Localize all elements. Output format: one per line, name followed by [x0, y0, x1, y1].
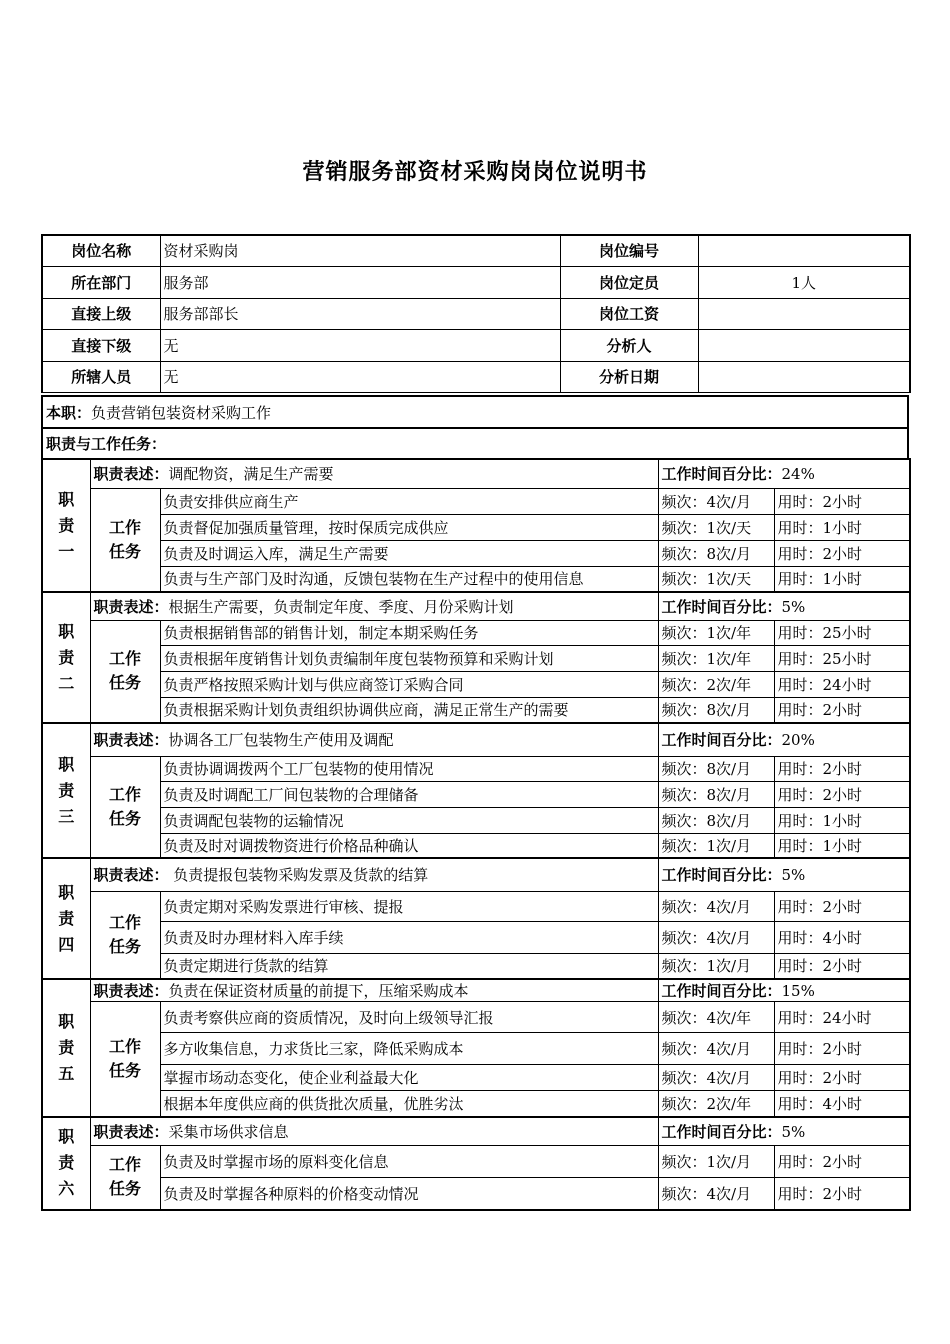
- task-label-text: 工作任务: [108, 649, 141, 693]
- duty-desc-text: 协调各工厂包装物生产使用及调配: [168, 731, 394, 750]
- duty-percent-label: 工作时间百分比：: [661, 866, 782, 885]
- duty-desc-cell: [90, 459, 658, 488]
- zhize-header-row: [42, 428, 908, 459]
- duty-desc-cell: [90, 858, 658, 891]
- task-text: 负责与生产部门及时沟通，反馈包装物在生产过程中的使用信息: [160, 566, 658, 592]
- benzhi-text: 负责营销包装资材采购工作: [91, 403, 272, 422]
- duty-percent-value: 5%: [781, 597, 806, 616]
- duty-desc-row: [42, 459, 910, 488]
- task-row: [42, 833, 910, 858]
- task-frequency: 频次：1次/天: [658, 514, 774, 540]
- duty-name: [42, 858, 90, 979]
- task-text: 负责根据年度销售计划负责编制年度包装物预算和采购计划: [160, 645, 658, 671]
- task-row: [42, 566, 910, 592]
- duty-percent-cell: [658, 979, 910, 1002]
- task-row: [42, 781, 910, 807]
- duty-name-text: 职责四: [58, 882, 75, 954]
- duty-desc-row: [42, 858, 910, 891]
- task-row: [42, 488, 910, 514]
- task-frequency: 频次：8次/月: [658, 756, 774, 781]
- duty-percent-cell: [658, 1117, 910, 1146]
- benzhi-row: [42, 396, 908, 428]
- duty-desc-cell: [90, 1117, 658, 1146]
- task-frequency: 频次：1次/月: [658, 953, 774, 979]
- info-label: 直接下级: [42, 329, 160, 361]
- info-value2: [698, 298, 910, 329]
- duty-percent-label: 工作时间百分比：: [661, 731, 782, 750]
- task-label: [90, 620, 160, 723]
- task-frequency: 频次：1次/月: [658, 833, 774, 858]
- task-row: [42, 514, 910, 540]
- info-value: 无: [160, 329, 560, 361]
- task-time: 用时：2小时: [774, 488, 910, 514]
- info-label: 所在部门: [42, 266, 160, 298]
- duty-percent-label: 工作时间百分比：: [661, 597, 782, 616]
- task-row: [42, 1178, 910, 1210]
- duty-table: [41, 458, 911, 1211]
- task-text: 负责协调调拨两个工厂包装物的使用情况: [160, 756, 658, 781]
- duty-desc-cell: [90, 592, 658, 620]
- duty-desc-row: [42, 723, 910, 756]
- task-frequency: 频次：2次/年: [658, 671, 774, 697]
- duty-name: [42, 979, 90, 1117]
- duty-percent-label: 工作时间百分比：: [661, 982, 782, 1000]
- task-text: 负责及时调配工厂间包装物的合理储备: [160, 781, 658, 807]
- duty-percent-label: 工作时间百分比：: [661, 1122, 782, 1141]
- task-frequency: 频次：8次/月: [658, 781, 774, 807]
- task-text: 负责督促加强质量管理，按时保质完成供应: [160, 514, 658, 540]
- task-row: [42, 540, 910, 566]
- duty-desc-label: 职责表述：: [93, 1122, 169, 1141]
- duty-desc-label: 职责表述：: [93, 465, 169, 484]
- info-value: 无: [160, 361, 560, 392]
- info-row: [42, 329, 910, 361]
- task-label: [90, 1146, 160, 1210]
- task-frequency: 频次：1次/年: [658, 645, 774, 671]
- task-row: [42, 697, 910, 723]
- duty-name: [42, 723, 90, 858]
- duty-percent-cell: [658, 459, 910, 488]
- task-text: 负责严格按照采购计划与供应商签订采购合同: [160, 671, 658, 697]
- task-text: 负责调配包装物的运输情况: [160, 807, 658, 833]
- task-time: 用时：2小时: [774, 1146, 910, 1178]
- duty-percent-cell: [658, 858, 910, 891]
- task-time: 用时：1小时: [774, 514, 910, 540]
- task-time: 用时：2小时: [774, 697, 910, 723]
- task-time: 用时：2小时: [774, 1178, 910, 1210]
- duty-desc-text: 调配物资，满足生产需要: [168, 465, 334, 484]
- task-time: 用时：24小时: [774, 1002, 910, 1033]
- info-label2: 分析人: [560, 329, 698, 361]
- duty-name-text: 职责三: [58, 754, 75, 826]
- task-time: 用时：2小时: [774, 891, 910, 921]
- info-table: [41, 234, 911, 393]
- task-time: 用时：1小时: [774, 566, 910, 592]
- task-time: 用时：1小时: [774, 807, 910, 833]
- duty-desc-cell: [90, 723, 658, 756]
- task-text: 负责根据销售部的销售计划，制定本期采购任务: [160, 620, 658, 645]
- task-time: 用时：4小时: [774, 1091, 910, 1117]
- duty-percent-cell: [658, 723, 910, 756]
- task-text: 多方收集信息，力求货比三家，降低采购成本: [160, 1033, 658, 1065]
- task-row: [42, 1002, 910, 1033]
- info-label2: 岗位编号: [560, 235, 698, 266]
- duty-name-text: 职责二: [58, 621, 75, 693]
- duty-percent-value: 15%: [781, 982, 815, 1000]
- task-frequency: 频次：4次/月: [658, 488, 774, 514]
- task-row: [42, 1033, 910, 1065]
- info-value2: [698, 235, 910, 266]
- task-row: [42, 891, 910, 921]
- duty-desc-row: [42, 1117, 910, 1146]
- info-label2: 岗位工资: [560, 298, 698, 329]
- task-text: 根据本年度供应商的供货批次质量，优胜劣汰: [160, 1091, 658, 1117]
- task-frequency: 频次：1次/月: [658, 1146, 774, 1178]
- task-time: 用时：2小时: [774, 1033, 910, 1065]
- task-time: 用时：4小时: [774, 921, 910, 953]
- duty-name-text: 职责一: [58, 489, 75, 561]
- task-frequency: 频次：8次/月: [658, 540, 774, 566]
- duty-percent-cell: [658, 592, 910, 620]
- info-value: 资材采购岗: [160, 235, 560, 266]
- info-row: [42, 298, 910, 329]
- task-text: 负责考察供应商的资质情况，及时向上级领导汇报: [160, 1002, 658, 1033]
- duty-desc-label: 职责表述：: [93, 982, 169, 1000]
- info-value: 服务部: [160, 266, 560, 298]
- duty-desc-label: 职责表述：: [93, 597, 169, 616]
- duty-desc-row: [42, 592, 910, 620]
- duty-percent-value: 5%: [781, 1122, 806, 1141]
- task-label-text: 工作任务: [108, 517, 141, 561]
- task-label-text: 工作任务: [108, 1036, 141, 1080]
- task-time: 用时：2小时: [774, 953, 910, 979]
- task-row: [42, 1091, 910, 1117]
- task-frequency: 频次：4次/月: [658, 1178, 774, 1210]
- info-label2: 岗位定员: [560, 266, 698, 298]
- task-label-text: 工作任务: [108, 1155, 141, 1199]
- task-label: [90, 756, 160, 858]
- duty-name: [42, 592, 90, 723]
- task-text: 掌握市场动态变化，使企业利益最大化: [160, 1065, 658, 1091]
- info-value2: [698, 329, 910, 361]
- task-row: [42, 1146, 910, 1178]
- task-time: 用时：2小时: [774, 781, 910, 807]
- info-value2: 1人: [698, 266, 910, 298]
- duty-desc-text: 负责提报包装物采购发票及货款的结算: [168, 866, 429, 885]
- task-label: [90, 1002, 160, 1117]
- benzhi-table: [41, 395, 909, 460]
- duty-name-text: 职责五: [58, 1011, 75, 1083]
- task-text: 负责定期对采购发票进行审核、提报: [160, 891, 658, 921]
- task-label-text: 工作任务: [108, 912, 141, 956]
- task-text: 负责及时办理材料入库手续: [160, 921, 658, 953]
- task-row: [42, 807, 910, 833]
- duty-desc-text: 采集市场供求信息: [168, 1122, 289, 1141]
- task-frequency: 频次：4次/月: [658, 891, 774, 921]
- duty-percent-label: 工作时间百分比：: [661, 465, 782, 484]
- task-frequency: 频次：8次/月: [658, 807, 774, 833]
- task-text: 负责及时掌握市场的原料变化信息: [160, 1146, 658, 1178]
- task-frequency: 频次：2次/年: [658, 1091, 774, 1117]
- task-text: 负责及时对调拨物资进行价格品种确认: [160, 833, 658, 858]
- task-frequency: 频次：1次/年: [658, 620, 774, 645]
- task-time: 用时：2小时: [774, 756, 910, 781]
- task-row: [42, 620, 910, 645]
- duty-name: [42, 1117, 90, 1210]
- benzhi-label: 本职：: [46, 403, 92, 422]
- duty-percent-value: 5%: [781, 866, 806, 885]
- duty-name-text: 职责六: [58, 1127, 75, 1198]
- duty-desc-text: 负责在保证资材质量的前提下，压缩采购成本: [168, 982, 469, 1000]
- task-label: [90, 891, 160, 979]
- task-frequency: 频次：4次/月: [658, 1033, 774, 1065]
- duty-desc-row: [42, 979, 910, 1002]
- task-time: 用时：25小时: [774, 645, 910, 671]
- duty-desc-cell: [90, 979, 658, 1002]
- task-row: [42, 645, 910, 671]
- task-row: [42, 756, 910, 781]
- task-frequency: 频次：4次/月: [658, 1065, 774, 1091]
- task-text: 负责及时掌握各种原料的价格变动情况: [160, 1178, 658, 1210]
- task-frequency: 频次：1次/天: [658, 566, 774, 592]
- task-time: 用时：1小时: [774, 833, 910, 858]
- info-row: [42, 266, 910, 298]
- task-row: [42, 953, 910, 979]
- task-row: [42, 671, 910, 697]
- zhize-header: 职责与工作任务：: [42, 428, 908, 459]
- duty-percent-value: 20%: [781, 731, 815, 750]
- duty-percent-value: 24%: [781, 465, 815, 484]
- info-label: 所辖人员: [42, 361, 160, 392]
- info-value2: [698, 361, 910, 392]
- task-text: 负责及时调运入库，满足生产需要: [160, 540, 658, 566]
- info-value: 服务部部长: [160, 298, 560, 329]
- task-time: 用时：25小时: [774, 620, 910, 645]
- page-title: 营销服务部资材采购岗岗位说明书: [302, 160, 648, 185]
- info-label: 岗位名称: [42, 235, 160, 266]
- task-frequency: 频次：4次/年: [658, 1002, 774, 1033]
- info-row: [42, 235, 910, 266]
- task-text: 负责安排供应商生产: [160, 488, 658, 514]
- task-time: 用时：24小时: [774, 671, 910, 697]
- info-label2: 分析日期: [560, 361, 698, 392]
- task-time: 用时：2小时: [774, 1065, 910, 1091]
- task-time: 用时：2小时: [774, 540, 910, 566]
- task-label-text: 工作任务: [108, 784, 141, 828]
- task-row: [42, 1065, 910, 1091]
- info-label: 直接上级: [42, 298, 160, 329]
- duty-desc-label: 职责表述：: [93, 866, 169, 885]
- task-text: 负责定期进行货款的结算: [160, 953, 658, 979]
- duty-desc-label: 职责表述：: [93, 731, 169, 750]
- task-label: [90, 488, 160, 592]
- duty-name: [42, 459, 90, 592]
- info-row: [42, 361, 910, 392]
- task-text: 负责根据采购计划负责组织协调供应商，满足正常生产的需要: [160, 697, 658, 723]
- task-frequency: 频次：8次/月: [658, 697, 774, 723]
- duty-desc-text: 根据生产需要，负责制定年度、季度、月份采购计划: [168, 597, 514, 616]
- task-row: [42, 921, 910, 953]
- task-frequency: 频次：4次/月: [658, 921, 774, 953]
